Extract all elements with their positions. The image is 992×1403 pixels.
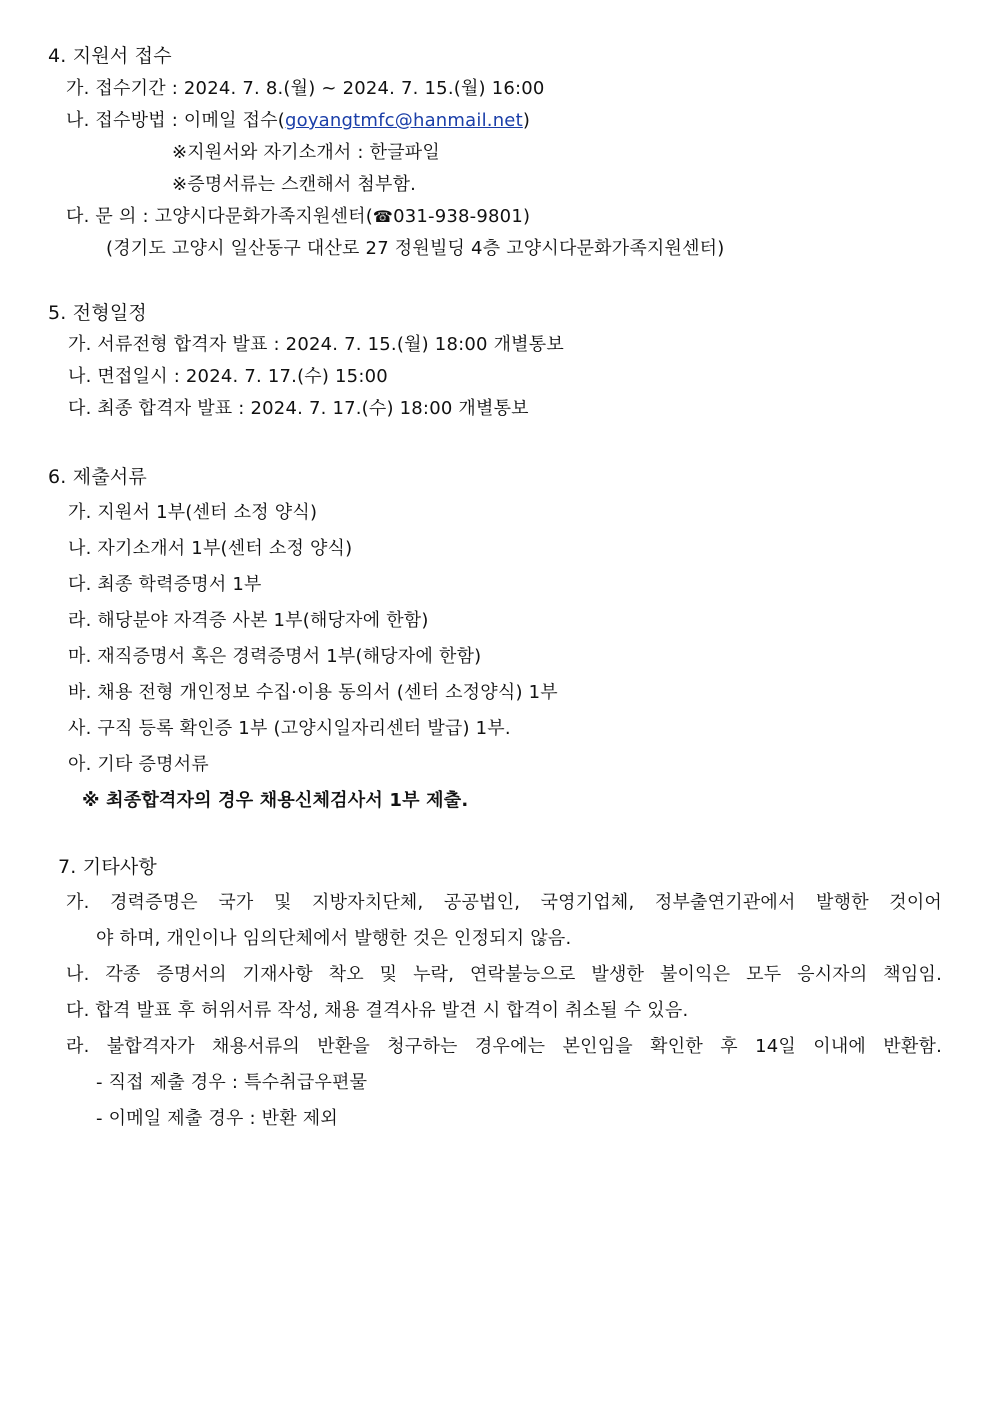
- section-5-item-a: 가. 서류전형 합격자 발표 : 2024. 7. 15.(월) 18:00 개별통보: [68, 334, 564, 355]
- document-item: 마. 재직증명서 혹은 경력증명서 1부(해당자에 한함): [68, 646, 482, 667]
- section-5-item-c: 다. 최종 합격자 발표 : 2024. 7. 17.(수) 18:00 개별통보: [68, 398, 529, 419]
- section-7-item-d: 라. 불합격자가 채용서류의 반환을 청구하는 경우에는 본인임을 확인한 후 14일 이내에 반환함.: [66, 1036, 942, 1057]
- center-address: (경기도 고양시 일산동구 대산로 27 정원빌딩 4층 고양시다문화가족지원센터): [106, 238, 725, 259]
- document-item: 사. 구직 등록 확인증 1부 (고양시일자리센터 발급) 1부.: [68, 718, 511, 739]
- document-item: 나. 자기소개서 1부(센터 소정 양식): [68, 538, 353, 559]
- section-7-item-a-line-1: 가. 경력증명은 국가 및 지방자치단체, 공공법인, 국영기업체, 정부출연기관에서 발행한 것이어: [66, 892, 942, 913]
- submission-method-suffix: ): [522, 110, 531, 131]
- section-4-item-a: 가. 접수기간 : 2024. 7. 8.(월) ~ 2024. 7. 15.(월) 16:00: [66, 78, 545, 99]
- document-item: 다. 최종 학력증명서 1부: [68, 574, 262, 595]
- section-5-title: 5. 전형일정: [48, 302, 147, 324]
- document-item: 바. 채용 전형 개인정보 수집·이용 동의서 (센터 소정양식) 1부: [68, 682, 558, 703]
- section-7-sub-1: - 직접 제출 경우 : 특수취급우편물: [96, 1072, 368, 1093]
- document-item: 라. 해당분야 자격증 사본 1부(해당자에 한함): [68, 610, 429, 631]
- section-6-title: 6. 제출서류: [48, 466, 147, 488]
- submission-method-label: 나. 접수방법 : 이메일 접수(: [66, 110, 285, 131]
- inquiry-label: 다. 문 의 : 고양시다문화가족지원센터(: [66, 206, 373, 227]
- phone-number: 031-938-9801): [393, 206, 531, 227]
- email-link[interactable]: goyangtmfc@hanmail.net: [284, 110, 523, 131]
- section-7-item-b: 나. 각종 증명서의 기재사항 착오 및 누락, 연락불능으로 발생한 불이익은 모두 응시자의 책임임.: [66, 964, 942, 985]
- section-4-note-2: ※증명서류는 스캔해서 첨부함.: [172, 174, 417, 195]
- section-7-title: 7. 기타사항: [58, 856, 157, 878]
- section-7-item-a-line-2: 야 하며, 개인이나 임의단체에서 발행한 것은 인정되지 않음.: [96, 928, 572, 949]
- health-check-note: ※ 최종합격자의 경우 채용신체검사서 1부 제출.: [82, 790, 469, 811]
- section-4-item-b: [66, 109, 530, 133]
- phone-icon: ☎: [372, 207, 394, 226]
- section-4-title: 4. 지원서 접수: [48, 45, 172, 67]
- section-7-sub-2: - 이메일 제출 경우 : 반환 제외: [96, 1108, 338, 1129]
- section-4-item-c: [66, 205, 530, 229]
- section-5-item-b: 나. 면접일시 : 2024. 7. 17.(수) 15:00: [68, 366, 388, 387]
- section-4-note-1: ※지원서와 자기소개서 : 한글파일: [172, 142, 440, 163]
- document-item: 가. 지원서 1부(센터 소정 양식): [68, 502, 318, 523]
- section-7-item-c: 다. 합격 발표 후 허위서류 작성, 채용 결격사유 발견 시 합격이 취소될 수 있음.: [66, 1000, 689, 1021]
- document-item: 아. 기타 증명서류: [68, 754, 209, 775]
